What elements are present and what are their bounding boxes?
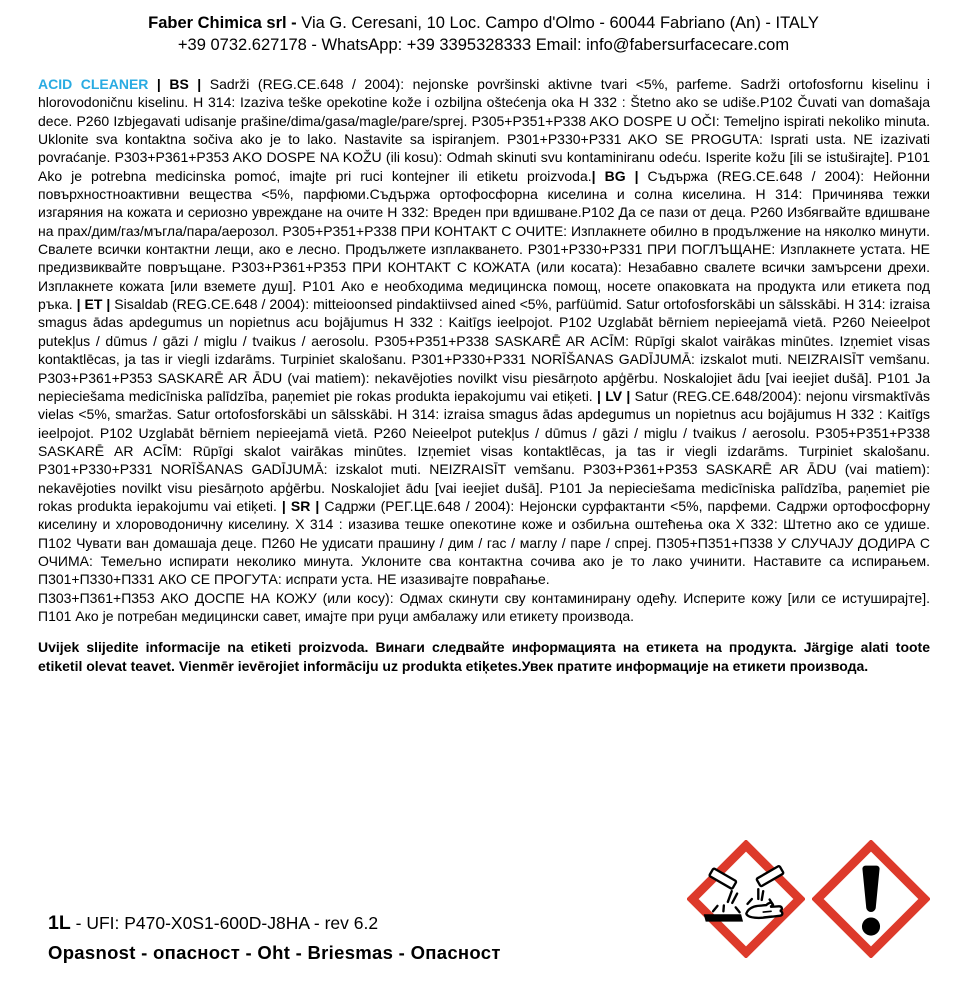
lang-tag-sr: | SR | (276, 497, 325, 514)
company-address: Via G. Ceresani, 10 Loc. Campo d'Olmo - 60044 Fabriano (An) - ITALY (301, 14, 819, 32)
main-safety-paragraph (38, 75, 930, 589)
header-contact-line: +39 0732.627178 - WhatsApp: +39 3395328333 Email: info@fabersurfacecare.com (177, 35, 790, 54)
sr-continuation-paragraph: П303+П361+П353 АКО ДОСПЕ НА КОЖУ (или косу): Одмах скинути сву контаминирану одећу. Исперите кожу [или се истуширајте]. П101 Ако је потребан медицински савет, имајте при руци амбалажу или етикету производа. (38, 589, 930, 624)
lang-tag-bg: | BG | (591, 167, 648, 184)
lang-tag-lv: | LV | (592, 387, 635, 404)
volume-label: 1L (48, 912, 71, 934)
ghs-pictograms (687, 840, 930, 958)
section-text-lv: Satur (REG.CE.648/2004): nejonu virsmaktīvās vielas <5%, smaržas. Satur ortofosforskābi un sālsskābi. H 314: izraisa smagus ādas apdegumus un nopietnus acu bojājumus H 332 : Kaitīgs ieelpojot. P102 Uzglabāt bērniem nepieejamā vietā. P260 Neieelpot putekļus / dūmus / gāzi / miglu / tvaikus / aerosolu. P305+P351+P338 SASKARĒ AR ACĪM: Rūpīgi skalot vairākas minūtes. Izņemiet visas kontaktlēcas, ja tas ir viegli izdarāms. Turpiniet skalošanu. P301+P330+P331 NORĪŠANAS GADĪJUMĀ: izskalot muti. NEIZRAISĪT vemšanu. P303+P361+P353 SASKARĒ AR ĀDU (vai matiem): nekavējoties novilkt visu piesārņoto apģērbu. Noskalojiet ādu [vai ieejiet dušā]. P101 Ja nepieciešama medicīniska palīdzība, paņemiet pie rokas produkta iepakojumu vai etiķeti. (38, 387, 930, 514)
section-text-bs: Sadrži (REG.CE.648 / 2004): nejonske površinski aktivne tvari <5%, parfeme. Sadrži ortofosfornu kiselinu i hlorovodoničnu kiselinu. H 314: Izaziva teške opekotine kože i ozbiljna oštećenja oka H 332 : Štetno ako se udiše.P102 Čuvati van domašaja dece. P260 Izbjegavati udisanje prašine/dima/gasa/magle/pare/sprej. P305+P351+P338 AKO DOSPE U OČI: Temeljno ispirati nekoliko minuta. Uklonite sva kontaktna sočiva ako je to lako. Nastavite sa ispiranjem. P301+P330+P331 AKO SE PROGUTA: Isprati usta. NE izazivati povraćanje. P303+P361+P353 AKO DOSPE NA KOŽU (ili kosu): Odmah skinuti svu kontaminiranu odeću. Isperite kožu [ili se istuširajte]. P101 Ako je potrebna medicinska pomoć, imajte pri ruci kontejner ili etiketu proizvoda. (38, 76, 931, 184)
volume-ufi-line (48, 912, 501, 934)
product-name: ACID CLEANER (38, 76, 149, 92)
lang-tag-et: | ET | (72, 296, 115, 313)
section-text-bg: Съдържа (REG.CE.648 / 2004): Нейонни повърхностноактивни вещества <5%, парфюми.Съдържа ортофосфорна киселина и солна киселина. H 314: Причинява тежки изгаряния на кожата и сериозно увреждане на очите H 332: Вреден при вдишване.P102 Да се пази от деца. P260 Избягвайте вдишване на прах/дим/газ/мъгла/пара/аерозол. P305+P351+P338 ПРИ КОНТАКТ С ОЧИТЕ: Изплакнете обилно в продължение на няколко минути. Свалете всички контактни лещи, ако е лесно. Продължете изплакването. P301+P330+P331 ПРИ ПОГЛЪЩАНЕ: Изплакнете устата. НЕ предизвиквайте повръщане. P303+P361+P353 ПРИ КОНТАКТ С КОЖАТА (или косата): Незабавно свалете всички замърсени дрехи. Изплакнете кожата [или вземете душ]. P101 Ако е необходима медицинска помощ, носете опаковката на продукта или етикета под ръка. (38, 167, 930, 313)
footer-note: Uvijek slijedite informacije na etiketi proizvoda. Винаги следвайте информацията на етикета на продукта. Järgige alati toote etiketil olevat teavet. Vienmēr ievērojiet informāciju uz produkta etiķetes.Увек пратите информације на етикети производа. (38, 639, 930, 674)
ufi-code: - UFI: P470-X0S1-600D-J8HA - rev 6.2 (70, 913, 379, 933)
lang-tag-bs: | BS | (148, 76, 210, 92)
safety-text-block (38, 75, 930, 675)
danger-words: Opasnost - опасност - Oht - Briesmas - Опасност (48, 942, 501, 963)
ghs05-corrosive-icon (687, 840, 805, 958)
section-text-et: Sisaldab (REG.CE.648 / 2004): mitteioonsed pindaktiivsed ained <5%, parfüümid. Satur ortofosforskābi un sālsskābi. H 314: izraisa smagus ādas apdegumus un nopietnus acu bojājumus H 332 : Kaitīgs ieelpojot. P102 Uzglabāt bērniem nepieejamā vietā. P260 Neieelpot putekļus / dūmus / gāzi / miglu / tvaikus / aerosolu. P305+P351+P338 SASKARĒ AR ACĪM: Rūpīgi skalot vairākas minūtes. Izņemiet visas kontaktlēcas, ja tas ir viegli izdarāms. Turpiniet skalošanu. P301+P330+P331 NORĪŠANAS GADĪJUMĀ: izskalot muti. NEIZRAISĪT vemšanu. P303+P361+P353 SASKARĒ AR ĀDU (vai matiem): nekavējoties novilkt visu piesārņoto apģērbu. Noskalojiet ādu [vai ieejiet dušā]. P101 Ja nepieciešama medicīniska palīdzība, paņemiet pie rokas produkta iepakojumu vai etiķeti. (38, 296, 930, 404)
bottom-block (48, 912, 501, 964)
company-name: Faber Chimica srl - (148, 14, 302, 32)
company-header (0, 0, 967, 56)
ghs07-exclamation-icon (812, 840, 930, 958)
section-text-sr: Садржи (РЕГ.ЦЕ.648 / 2004): Нејонски сурфактанти <5%, парфеми. Садржи ортофосфорну киселину и хлороводоничну киселину. Х 314 : изазива тешке опекотине коже и озбиљна оштећења ока Х 332: Штетно ако се удише. П102 Чувати ван домашаја деце. П260 Не удисати прашину / дим / гас / маглу / паре / спреј. П305+П351+П338 У СЛУЧАЈУ ДОДИРА С ОЧИМА: Темељно испирати неколико минута. Уклоните сва контактна сочива ако је то лако учинити. Наставите са испирањем. П301+П330+П331 АКО СЕ ПРОГУТА: испрати уста. НЕ изазивајте повраћање. (38, 497, 931, 588)
header-address-line (0, 13, 967, 35)
